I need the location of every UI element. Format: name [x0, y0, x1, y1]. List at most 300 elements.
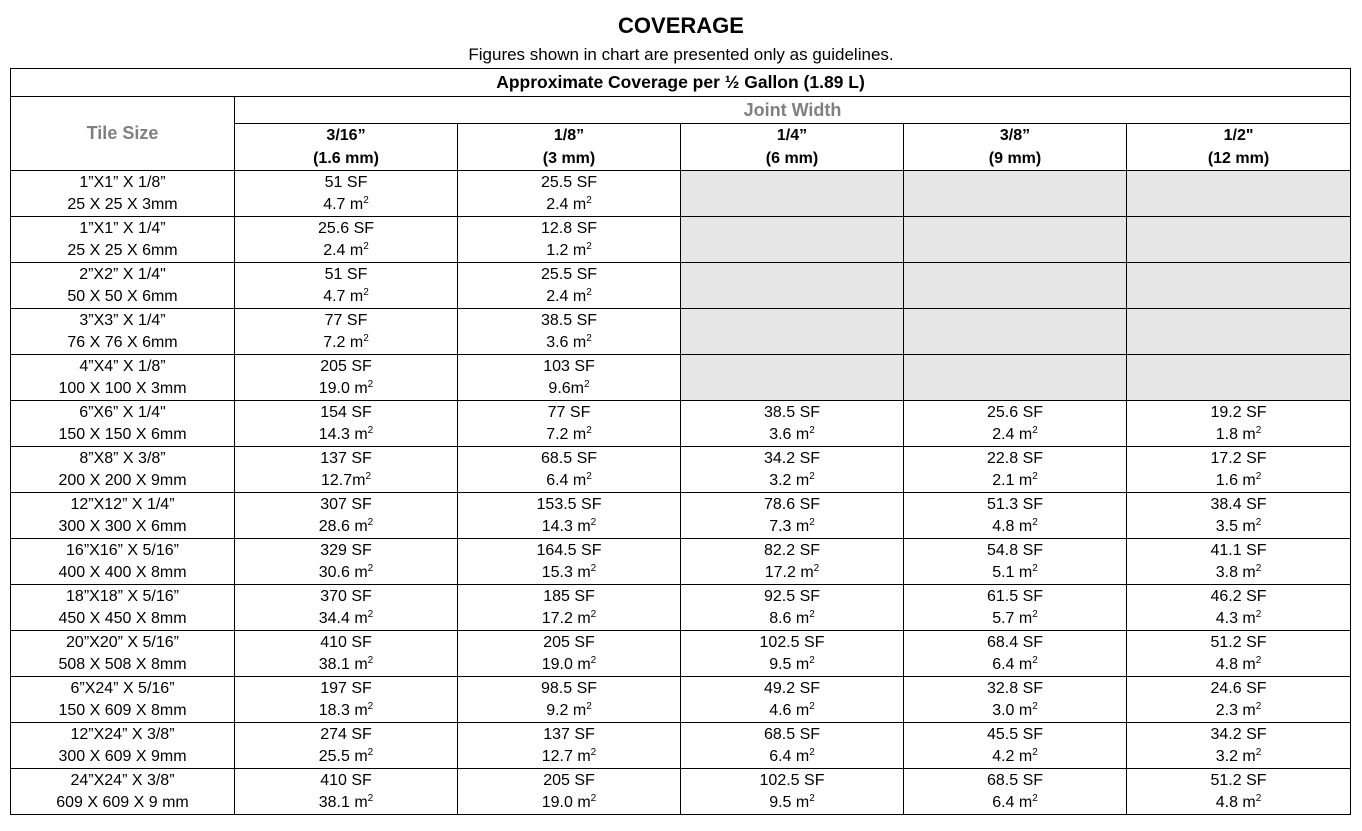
- coverage-m2: [235, 286, 457, 308]
- coverage-cell: [681, 769, 904, 815]
- tile-size-cell: [11, 263, 235, 309]
- coverage-m2: [1127, 424, 1350, 446]
- coverage-m2: [681, 792, 903, 814]
- coverage-m2-value: 3.6 m: [769, 425, 810, 443]
- coverage-cell: [235, 677, 458, 723]
- coverage-cell: [235, 401, 458, 447]
- coverage-m2: [904, 654, 1126, 676]
- joint-width-mm: (1.6 mm): [313, 150, 379, 167]
- coverage-m2-value: 17.2 m: [541, 609, 591, 627]
- coverage-m2: [458, 332, 680, 354]
- square-exponent: 2: [367, 608, 374, 620]
- coverage-m2-value: 2.4 m: [992, 425, 1033, 443]
- coverage-m2: [1127, 654, 1350, 676]
- coverage-m2-value: 14.3 m: [318, 425, 368, 443]
- tile-size-mm: 609 X 609 X 9 mm: [56, 793, 189, 811]
- coverage-m2-value: 19.0 m: [318, 379, 368, 397]
- coverage-sf: 370 SF: [320, 587, 372, 605]
- coverage-sf: 185 SF: [543, 587, 595, 605]
- coverage-sf: 12.8 SF: [540, 219, 598, 237]
- coverage-cell: [1127, 631, 1351, 677]
- square-exponent: 2: [367, 700, 374, 712]
- coverage-sf: 61.5 SF: [986, 587, 1044, 605]
- coverage-m2: [235, 424, 457, 446]
- tile-size-cell: [11, 539, 235, 585]
- coverage-m2: [904, 516, 1126, 538]
- empty-coverage-cell: [1127, 217, 1351, 263]
- tile-size-mm: 200 X 200 X 9mm: [58, 471, 187, 489]
- coverage-m2-value: 17.2 m: [764, 563, 814, 581]
- table-row: [11, 539, 1351, 585]
- coverage-m2-value: 2.3 m: [1215, 701, 1256, 719]
- empty-coverage-cell: [904, 355, 1127, 401]
- tile-size-cell: [11, 723, 235, 769]
- square-exponent: 2: [365, 470, 372, 482]
- coverage-sf: 38.5 SF: [540, 311, 598, 329]
- square-exponent: 2: [586, 286, 592, 298]
- coverage-cell: [1127, 585, 1351, 631]
- coverage-cell: [1127, 401, 1351, 447]
- coverage-cell: [904, 723, 1127, 769]
- square-exponent: 2: [367, 792, 374, 804]
- coverage-cell: [681, 493, 904, 539]
- tile-size-mm: 50 X 50 X 6mm: [67, 287, 178, 305]
- empty-coverage-cell: [904, 309, 1127, 355]
- coverage-cell: [235, 493, 458, 539]
- coverage-m2: [681, 654, 903, 676]
- table-caption: Approximate Coverage per ½ Gallon (1.89 L): [11, 69, 1351, 97]
- table-row: [11, 769, 1351, 815]
- tile-size-inch: 6”X6” X 1/4": [79, 403, 166, 421]
- coverage-m2: [458, 286, 680, 308]
- square-exponent: 2: [809, 792, 815, 804]
- coverage-m2: [1127, 470, 1350, 492]
- coverage-sf: 22.8 SF: [986, 449, 1044, 467]
- coverage-cell: [235, 217, 458, 263]
- tile-size-inch: 24”X24” X 3/8”: [70, 771, 175, 789]
- joint-width-mm: (9 mm): [988, 150, 1042, 167]
- coverage-sf: 51.2 SF: [1210, 633, 1267, 651]
- coverage-m2-value: 14.3 m: [541, 517, 591, 535]
- coverage-cell: [1127, 723, 1351, 769]
- coverage-sf: 51 SF: [324, 265, 368, 283]
- coverage-m2: [681, 424, 903, 446]
- coverage-sf: 410 SF: [320, 771, 372, 789]
- coverage-m2: [235, 746, 457, 768]
- empty-coverage-cell: [681, 355, 904, 401]
- coverage-sf: 54.8 SF: [986, 541, 1044, 559]
- square-exponent: 2: [1032, 424, 1038, 436]
- coverage-sf: 51.2 SF: [1210, 771, 1267, 789]
- page-title: COVERAGE: [618, 13, 744, 38]
- coverage-sf: 92.5 SF: [763, 587, 821, 605]
- square-exponent: 2: [367, 516, 374, 528]
- tile-size-cell: [11, 769, 235, 815]
- square-exponent: 2: [1255, 654, 1262, 666]
- coverage-sf: 102.5 SF: [759, 633, 825, 651]
- tile-size-cell: [11, 631, 235, 677]
- coverage-sf: 38.4 SF: [1210, 495, 1267, 513]
- square-exponent: 2: [1255, 700, 1262, 712]
- tile-size-inch: 20”X20” X 5/16”: [66, 633, 179, 651]
- coverage-m2: [904, 746, 1126, 768]
- joint-width-column-header: [458, 124, 681, 171]
- square-exponent: 2: [586, 424, 592, 436]
- tile-size-inch: 8”X8” X 3/8”: [79, 449, 166, 467]
- coverage-cell: [681, 723, 904, 769]
- coverage-m2-value: 18.3 m: [318, 701, 368, 719]
- square-exponent: 2: [590, 608, 597, 620]
- tile-size-mm: 400 X 400 X 8mm: [58, 563, 187, 581]
- coverage-m2-value: 28.6 m: [318, 517, 368, 535]
- square-exponent: 2: [809, 424, 815, 436]
- square-exponent: 2: [1032, 562, 1038, 574]
- coverage-m2: [458, 516, 680, 538]
- coverage-m2-value: 34.4 m: [318, 609, 368, 627]
- tile-size-inch: 16”X16” X 5/16”: [66, 541, 179, 559]
- tile-size-inch: 12”X24” X 3/8”: [70, 725, 175, 743]
- table-row: [11, 493, 1351, 539]
- coverage-sf: 154 SF: [320, 403, 372, 421]
- square-exponent: 2: [809, 746, 815, 758]
- coverage-sf: 34.2 SF: [763, 449, 821, 467]
- square-exponent: 2: [1255, 424, 1262, 436]
- coverage-sf: 410 SF: [320, 633, 372, 651]
- coverage-sf: 205 SF: [320, 357, 372, 375]
- coverage-cell: [1127, 539, 1351, 585]
- joint-width-inch: 3/16”: [326, 127, 366, 144]
- coverage-cell: [235, 769, 458, 815]
- coverage-m2: [904, 700, 1126, 722]
- coverage-m2-value: 6.4 m: [769, 747, 810, 765]
- coverage-cell: [235, 309, 458, 355]
- coverage-m2-value: 30.6 m: [318, 563, 368, 581]
- coverage-sf: 137 SF: [543, 725, 595, 743]
- empty-coverage-cell: [1127, 355, 1351, 401]
- tile-size-cell: [11, 355, 235, 401]
- square-exponent: 2: [367, 654, 374, 666]
- coverage-m2: [235, 240, 457, 262]
- coverage-sf: 77 SF: [547, 403, 591, 421]
- square-exponent: 2: [363, 332, 369, 344]
- coverage-cell: [235, 263, 458, 309]
- coverage-m2: [904, 562, 1126, 584]
- coverage-m2: [235, 332, 457, 354]
- coverage-sf: 25.6 SF: [986, 403, 1044, 421]
- coverage-m2: [904, 608, 1126, 630]
- square-exponent: 2: [590, 746, 597, 758]
- coverage-m2-value: 8.6 m: [769, 609, 810, 627]
- square-exponent: 2: [1255, 516, 1262, 528]
- coverage-m2-value: 4.6 m: [769, 701, 810, 719]
- coverage-m2: [681, 470, 903, 492]
- coverage-m2-value: 1.8 m: [1215, 425, 1256, 443]
- coverage-m2-value: 4.8 m: [1215, 655, 1256, 673]
- coverage-sf: 68.4 SF: [986, 633, 1044, 651]
- coverage-sf: 102.5 SF: [759, 771, 825, 789]
- tile-size-mm: 150 X 609 X 8mm: [58, 701, 187, 719]
- empty-coverage-cell: [904, 217, 1127, 263]
- empty-coverage-cell: [904, 171, 1127, 217]
- coverage-cell: [1127, 447, 1351, 493]
- coverage-m2-value: 2.4 m: [323, 241, 364, 259]
- square-exponent: 2: [586, 240, 592, 252]
- tile-size-cell: [11, 677, 235, 723]
- coverage-m2: [458, 562, 680, 584]
- coverage-m2: [458, 378, 680, 400]
- empty-coverage-cell: [681, 309, 904, 355]
- joint-width-inch: 1/8”: [553, 127, 585, 144]
- coverage-m2-value: 2.4 m: [546, 287, 587, 305]
- coverage-cell: [458, 769, 681, 815]
- coverage-sf: 34.2 SF: [1210, 725, 1267, 743]
- coverage-m2: [904, 470, 1126, 492]
- coverage-m2-value: 2.4 m: [546, 195, 587, 213]
- joint-width-mm: (12 mm): [1207, 150, 1270, 167]
- coverage-sf: 77 SF: [324, 311, 368, 329]
- coverage-m2-value: 19.0 m: [541, 793, 591, 811]
- coverage-cell: [904, 493, 1127, 539]
- square-exponent: 2: [1255, 562, 1262, 574]
- coverage-cell: [235, 447, 458, 493]
- coverage-cell: [681, 539, 904, 585]
- coverage-sf: 68.5 SF: [540, 449, 598, 467]
- coverage-cell: [235, 631, 458, 677]
- coverage-sf: 329 SF: [320, 541, 372, 559]
- coverage-m2: [235, 378, 457, 400]
- square-exponent: 2: [1032, 746, 1038, 758]
- square-exponent: 2: [809, 470, 815, 482]
- tile-size-mm: 150 X 150 X 6mm: [58, 425, 187, 443]
- joint-width-header: Joint Width: [235, 97, 1351, 124]
- empty-coverage-cell: [1127, 171, 1351, 217]
- joint-width-inch: 1/4”: [776, 127, 808, 144]
- coverage-m2: [458, 746, 680, 768]
- coverage-m2: [458, 194, 680, 216]
- coverage-m2-value: 15.3 m: [541, 563, 591, 581]
- coverage-sf: 205 SF: [543, 633, 595, 651]
- coverage-m2-value: 7.2 m: [546, 425, 587, 443]
- square-exponent: 2: [586, 332, 592, 344]
- coverage-sf: 38.5 SF: [763, 403, 821, 421]
- coverage-cell: [458, 677, 681, 723]
- empty-coverage-cell: [681, 217, 904, 263]
- coverage-m2: [681, 746, 903, 768]
- coverage-cell: [235, 355, 458, 401]
- table-row: [11, 585, 1351, 631]
- coverage-cell: [1127, 769, 1351, 815]
- coverage-cell: [458, 171, 681, 217]
- coverage-m2: [235, 654, 457, 676]
- coverage-m2-value: 9.5 m: [769, 793, 810, 811]
- coverage-cell: [1127, 493, 1351, 539]
- coverage-cell: [681, 631, 904, 677]
- coverage-m2: [235, 194, 457, 216]
- coverage-m2-value: 9.6m: [548, 379, 584, 397]
- coverage-cell: [458, 401, 681, 447]
- coverage-cell: [904, 769, 1127, 815]
- square-exponent: 2: [1032, 516, 1038, 528]
- coverage-m2-value: 2.1 m: [992, 471, 1033, 489]
- coverage-cell: [904, 677, 1127, 723]
- coverage-m2-value: 4.8 m: [1215, 793, 1256, 811]
- coverage-sf: 78.6 SF: [763, 495, 821, 513]
- joint-width-inch: 1/2": [1223, 127, 1254, 144]
- page-subtitle: Figures shown in chart are presented only as guidelines.: [468, 45, 894, 64]
- coverage-m2-value: 3.6 m: [546, 333, 587, 351]
- coverage-cell: [904, 539, 1127, 585]
- coverage-m2-value: 9.5 m: [769, 655, 810, 673]
- coverage-m2: [1127, 516, 1350, 538]
- coverage-cell: [681, 447, 904, 493]
- coverage-cell: [458, 217, 681, 263]
- joint-width-column-header: [1127, 124, 1351, 171]
- square-exponent: 2: [1255, 470, 1262, 482]
- tile-size-inch: 18”X18” X 5/16”: [66, 587, 179, 605]
- square-exponent: 2: [367, 562, 374, 574]
- coverage-cell: [904, 401, 1127, 447]
- coverage-m2-value: 6.4 m: [992, 793, 1033, 811]
- coverage-m2: [1127, 792, 1350, 814]
- coverage-sf: 24.6 SF: [1210, 679, 1267, 697]
- coverage-sf: 103 SF: [543, 357, 595, 375]
- coverage-m2-value: 1.6 m: [1215, 471, 1256, 489]
- coverage-cell: [458, 309, 681, 355]
- tile-size-inch: 12”X12” X 1/4”: [70, 495, 175, 513]
- coverage-sf: 17.2 SF: [1210, 449, 1267, 467]
- coverage-m2-value: 12.7 m: [541, 747, 591, 765]
- square-exponent: 2: [1032, 792, 1038, 804]
- tile-size-inch: 3”X3” X 1/4”: [79, 311, 166, 329]
- coverage-sf: 25.6 SF: [317, 219, 375, 237]
- coverage-sf: 45.5 SF: [986, 725, 1044, 743]
- tile-size-header: Tile Size: [11, 97, 235, 171]
- coverage-m2-value: 1.2 m: [546, 241, 587, 259]
- joint-width-inch: 3/8”: [999, 127, 1031, 144]
- coverage-cell: [458, 355, 681, 401]
- coverage-cell: [458, 723, 681, 769]
- square-exponent: 2: [363, 286, 369, 298]
- coverage-m2: [458, 470, 680, 492]
- coverage-m2-value: 7.3 m: [769, 517, 810, 535]
- joint-width-mm: (3 mm): [542, 150, 596, 167]
- square-exponent: 2: [586, 700, 592, 712]
- table-row: [11, 631, 1351, 677]
- coverage-m2: [458, 654, 680, 676]
- coverage-cell: [235, 585, 458, 631]
- tile-size-mm: 300 X 300 X 6mm: [58, 517, 187, 535]
- square-exponent: 2: [1255, 792, 1262, 804]
- tile-size-mm: 450 X 450 X 8mm: [58, 609, 187, 627]
- coverage-m2: [1127, 608, 1350, 630]
- coverage-m2-value: 3.2 m: [769, 471, 810, 489]
- table-row: [11, 171, 1351, 217]
- coverage-m2: [235, 562, 457, 584]
- square-exponent: 2: [1255, 746, 1262, 758]
- square-exponent: 2: [363, 194, 369, 206]
- coverage-m2: [235, 516, 457, 538]
- coverage-m2-value: 12.7m: [320, 471, 366, 489]
- coverage-sf: 274 SF: [320, 725, 372, 743]
- table-row: [11, 309, 1351, 355]
- square-exponent: 2: [1032, 608, 1038, 620]
- coverage-m2: [681, 700, 903, 722]
- tile-size-cell: [11, 401, 235, 447]
- coverage-sf: 51.3 SF: [986, 495, 1044, 513]
- coverage-cell: [235, 723, 458, 769]
- coverage-cell: [681, 677, 904, 723]
- table-row: [11, 401, 1351, 447]
- coverage-m2-value: 5.7 m: [992, 609, 1033, 627]
- table-row: [11, 263, 1351, 309]
- table-row: [11, 355, 1351, 401]
- square-exponent: 2: [590, 516, 597, 528]
- square-exponent: 2: [809, 516, 815, 528]
- square-exponent: 2: [367, 424, 374, 436]
- tile-size-inch: 2”X2” X 1/4": [79, 265, 166, 283]
- coverage-m2-value: 6.4 m: [546, 471, 587, 489]
- coverage-cell: [904, 447, 1127, 493]
- coverage-cell: [458, 493, 681, 539]
- table-row: [11, 677, 1351, 723]
- coverage-m2-value: 4.7 m: [323, 287, 364, 305]
- coverage-m2: [458, 424, 680, 446]
- coverage-cell: [458, 539, 681, 585]
- tile-size-cell: [11, 493, 235, 539]
- joint-width-mm: (6 mm): [765, 150, 819, 167]
- square-exponent: 2: [809, 608, 815, 620]
- coverage-m2: [681, 516, 903, 538]
- square-exponent: 2: [586, 470, 592, 482]
- tile-size-mm: 300 X 609 X 9mm: [58, 747, 187, 765]
- coverage-m2: [681, 608, 903, 630]
- coverage-sf: 307 SF: [320, 495, 372, 513]
- table-row: [11, 723, 1351, 769]
- square-exponent: 2: [586, 194, 592, 206]
- coverage-sf: 137 SF: [320, 449, 372, 467]
- coverage-sf: 32.8 SF: [986, 679, 1044, 697]
- square-exponent: 2: [584, 378, 590, 390]
- tile-size-mm: 25 X 25 X 3mm: [67, 195, 178, 213]
- coverage-m2: [681, 562, 903, 584]
- coverage-sf: 25.5 SF: [540, 173, 598, 191]
- table-row: [11, 447, 1351, 493]
- coverage-cell: [681, 585, 904, 631]
- coverage-sf: 41.1 SF: [1210, 541, 1267, 559]
- tile-size-mm: 25 X 25 X 6mm: [67, 241, 178, 259]
- coverage-m2-value: 5.1 m: [992, 563, 1033, 581]
- coverage-m2: [1127, 562, 1350, 584]
- coverage-m2: [458, 792, 680, 814]
- square-exponent: 2: [809, 654, 815, 666]
- coverage-sf: 153.5 SF: [536, 495, 602, 513]
- tile-size-cell: [11, 217, 235, 263]
- coverage-m2-value: 3.2 m: [1215, 747, 1256, 765]
- coverage-table-body: [11, 171, 1351, 815]
- square-exponent: 2: [809, 700, 815, 712]
- coverage-m2: [458, 700, 680, 722]
- joint-width-column-header: [235, 124, 458, 171]
- coverage-sf: 68.5 SF: [763, 725, 821, 743]
- empty-coverage-cell: [1127, 309, 1351, 355]
- square-exponent: 2: [590, 562, 597, 574]
- square-exponent: 2: [813, 562, 820, 574]
- tile-size-inch: 1”X1” X 1/8”: [79, 173, 166, 191]
- coverage-sf: 98.5 SF: [540, 679, 598, 697]
- tile-size-inch: 6”X24” X 5/16”: [70, 679, 175, 697]
- coverage-m2: [458, 240, 680, 262]
- coverage-cell: [235, 171, 458, 217]
